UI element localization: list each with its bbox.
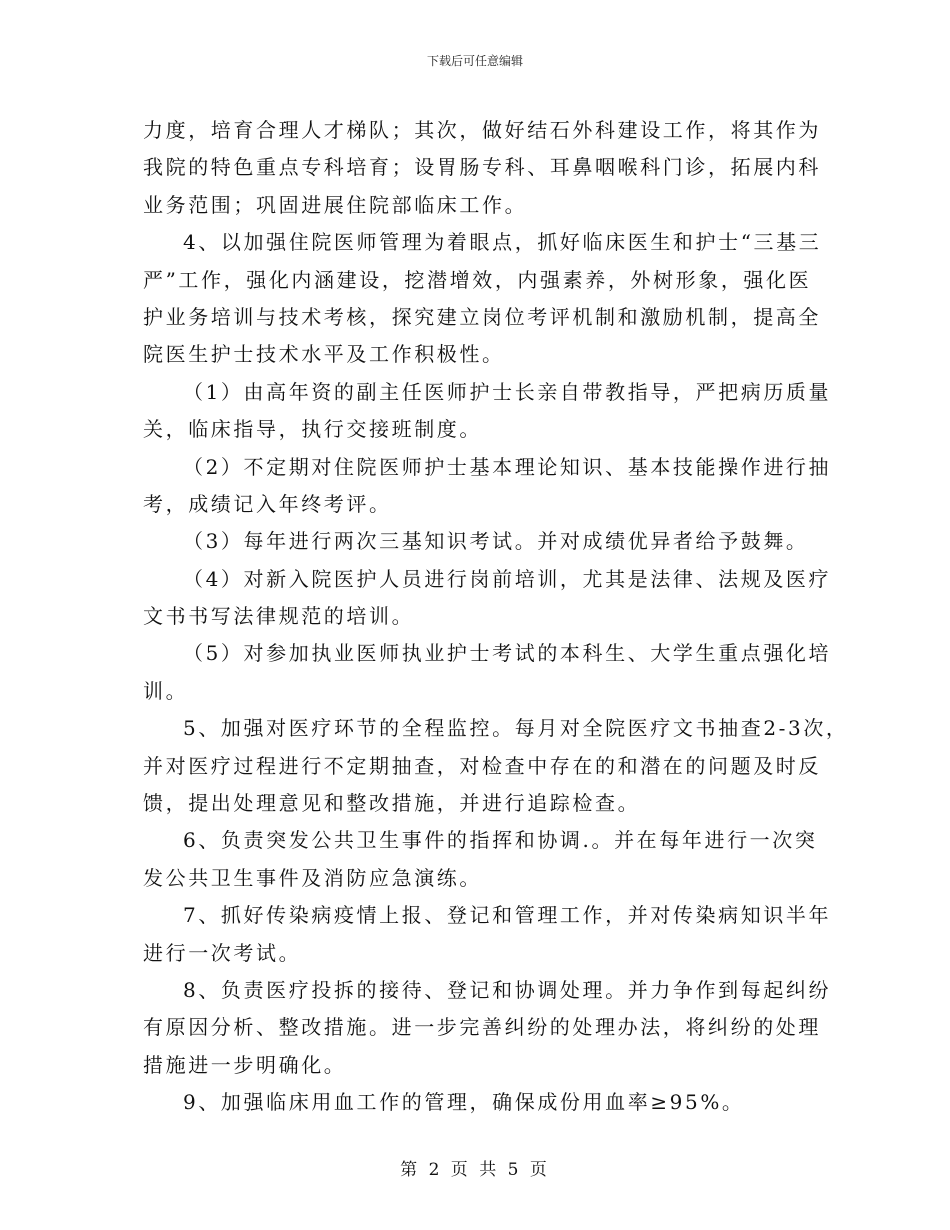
page-header: 下载后可任意编辑 (426, 54, 523, 68)
paragraph-line: 9、加强临床用血工作的管理，确保成份用血率≥95%。 (183, 1090, 745, 1115)
paragraph-line: 业务范围；巩固进展住院部临床工作。 (143, 192, 528, 217)
paragraph (143, 635, 833, 710)
paragraph-line: 发公共卫生事件及消防应急演练。 (143, 865, 482, 890)
paragraph-line: 院医生护士技术水平及工作积极性。 (143, 342, 505, 367)
paragraph (143, 112, 833, 224)
paragraph-line: （4）对新入院医护人员进行岗前培训，尤其是法律、法规及医疗 (183, 566, 832, 591)
paragraph-line: 考，成绩记入年终考评。 (143, 491, 392, 516)
paragraph-line: 5、加强对医疗环节的全程监控。每月对全院医疗文书抽查2-3次， (183, 716, 849, 741)
paragraph (143, 897, 833, 972)
paragraph-line: 6、负责突发公共卫生事件的指挥和协调.。并在每年进行一次突 (183, 828, 818, 853)
paragraph-line: 7、抓好传染病疫情上报、登记和管理工作，并对传染病知识半年 (183, 903, 832, 928)
paragraph-line: 并对医疗过程进行不定期抽查，对检查中存在的和潜在的问题及时反 (143, 753, 821, 778)
paragraph (143, 972, 833, 1084)
paragraph (143, 523, 833, 560)
paragraph-line: 力度，培育合理人才梯队；其次，做好结石外科建设工作，将其作为 (143, 118, 821, 142)
paragraph-line: 关，临床指导，执行交接班制度。 (143, 417, 482, 442)
paragraph-line: 训。 (143, 678, 189, 703)
paragraph (143, 822, 833, 897)
paragraph-line: 严”工作，强化内涵建设，挖潜增效，内强素养，外树形象，强化医 (143, 267, 812, 292)
paragraph (143, 1084, 833, 1121)
paragraph-line: 4、以加强住院医师管理为着眼点，抓好临床医生和护士“三基三 (183, 230, 822, 255)
paragraph-line: 措施进一步明确化。 (143, 1052, 347, 1077)
document-body (143, 112, 849, 1122)
paragraph (143, 449, 833, 524)
paragraph-line: 进行一次考试。 (143, 940, 302, 965)
paragraph-line: （2）不定期对住院医师护士基本理论知识、基本技能操作进行抽 (183, 454, 832, 479)
paragraph-line: 我院的特色重点专科培育；设胃肠专科、耳鼻咽喉科门诊，拓展内科 (143, 155, 821, 180)
paragraph-line: （1）由高年资的副主任医师护士长亲自带教指导，严把病历质量 (183, 379, 832, 404)
paragraph (143, 710, 849, 822)
paragraph-line: 文书书写法律规范的培训。 (143, 604, 415, 629)
paragraph-line: 有原因分析、整改措施。进一步完善纠纷的处理办法，将纠纷的处理 (143, 1015, 821, 1040)
paragraph-line: 护业务培训与技术考核，探究建立岗位考评机制和激励机制，提高全 (143, 304, 821, 329)
page-footer: 第 2 页 共 5 页 (400, 1160, 550, 1180)
paragraph (143, 374, 833, 449)
paragraph-line: 馈，提出处理意见和整改措施，并进行追踪检查。 (143, 791, 641, 816)
paragraph (143, 224, 833, 374)
paragraph-line: （3）每年进行两次三基知识考试。并对成绩优异者给予鼓舞。 (183, 529, 809, 554)
paragraph-line: 8、负责医疗投拆的接待、登记和协调处理。并力争作到每起纠纷 (183, 977, 832, 1002)
paragraph (143, 561, 833, 636)
paragraph-line: （5）对参加执业医师执业护士考试的本科生、大学生重点强化培 (183, 641, 832, 666)
